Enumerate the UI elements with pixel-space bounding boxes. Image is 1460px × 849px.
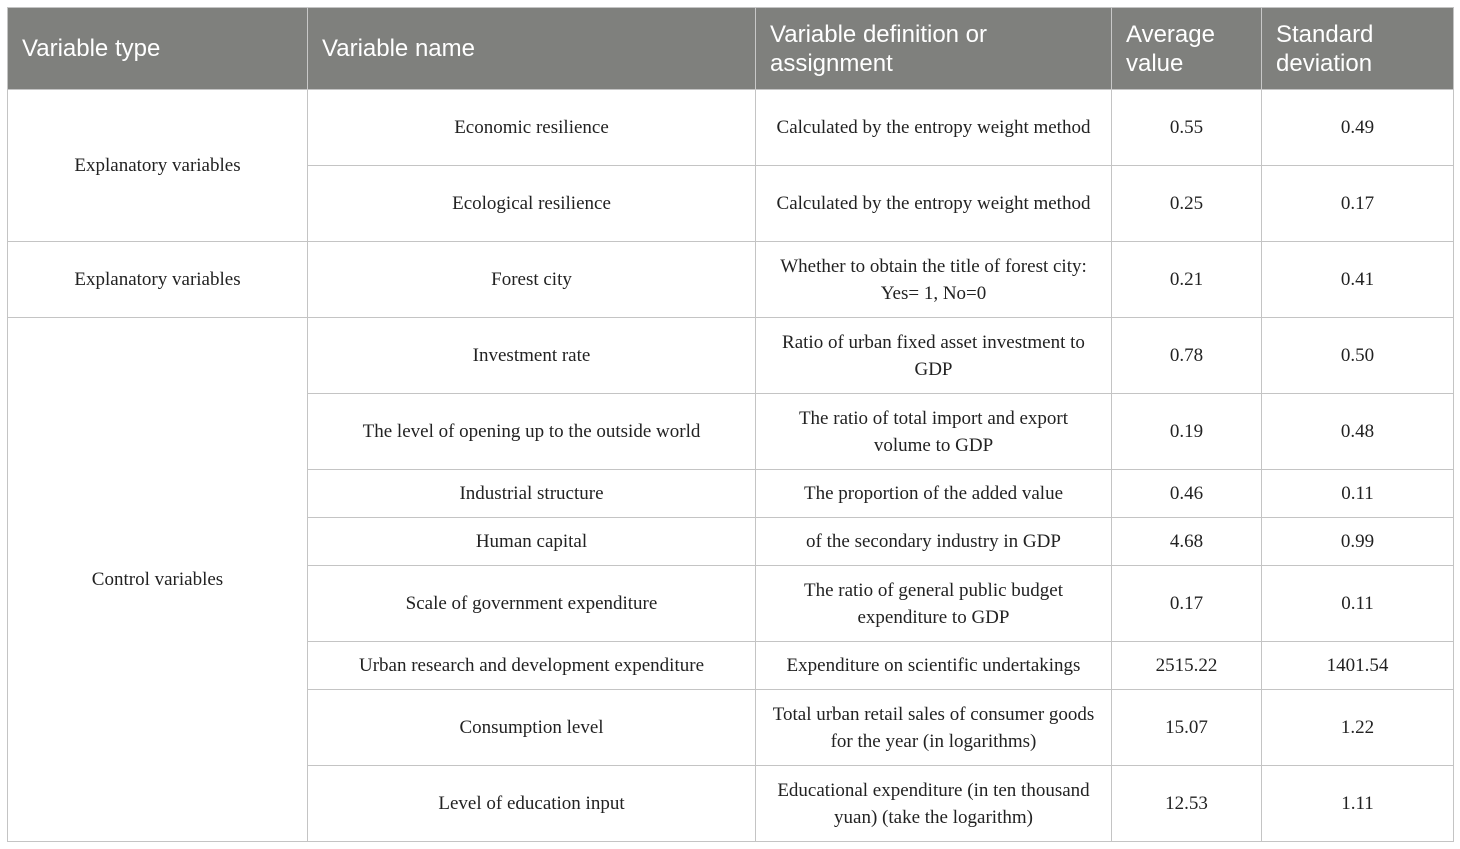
- variable-name-cell: Forest city: [308, 242, 756, 318]
- average-value-cell: 15.07: [1112, 690, 1262, 766]
- variable-definition-cell: Ratio of urban fixed asset investment to GDP: [756, 318, 1112, 394]
- standard-deviation-cell: 0.49: [1262, 90, 1454, 166]
- average-value-cell: 0.19: [1112, 394, 1262, 470]
- variable-type-cell: Explanatory variables: [8, 242, 308, 318]
- standard-deviation-cell: 0.41: [1262, 242, 1454, 318]
- standard-deviation-cell: 1401.54: [1262, 642, 1454, 690]
- table-row: [8, 242, 1454, 318]
- header-variable-type: Variable type: [8, 8, 308, 90]
- average-value-cell: 0.17: [1112, 566, 1262, 642]
- variable-definition-cell: Educational expenditure (in ten thousand yuan) (take the logarithm): [756, 766, 1112, 842]
- standard-deviation-cell: 1.22: [1262, 690, 1454, 766]
- variable-name-cell: Ecological resilience: [308, 166, 756, 242]
- average-value-cell: 0.25: [1112, 166, 1262, 242]
- variable-definition-cell: The ratio of total import and export volume to GDP: [756, 394, 1112, 470]
- standard-deviation-cell: 0.17: [1262, 166, 1454, 242]
- variable-definition-cell: of the secondary industry in GDP: [756, 518, 1112, 566]
- table-row: [8, 318, 1454, 394]
- standard-deviation-cell: 0.48: [1262, 394, 1454, 470]
- header-average-value: Average value: [1112, 8, 1262, 90]
- header-standard-deviation: Standard deviation: [1262, 8, 1454, 90]
- average-value-cell: 0.21: [1112, 242, 1262, 318]
- variable-definition-cell: Calculated by the entropy weight method: [756, 166, 1112, 242]
- table-row: [8, 90, 1454, 166]
- variables-table: [7, 7, 1454, 842]
- variables-table-container: [7, 7, 1453, 842]
- average-value-cell: 0.78: [1112, 318, 1262, 394]
- variable-definition-cell: Calculated by the entropy weight method: [756, 90, 1112, 166]
- average-value-cell: 4.68: [1112, 518, 1262, 566]
- standard-deviation-cell: 0.11: [1262, 470, 1454, 518]
- variable-name-cell: Scale of government expenditure: [308, 566, 756, 642]
- variable-type-cell: Explanatory variables: [8, 90, 308, 242]
- variable-name-cell: The level of opening up to the outside world: [308, 394, 756, 470]
- average-value-cell: 12.53: [1112, 766, 1262, 842]
- average-value-cell: 0.55: [1112, 90, 1262, 166]
- variable-definition-cell: Expenditure on scientific undertakings: [756, 642, 1112, 690]
- variable-name-cell: Level of education input: [308, 766, 756, 842]
- variable-name-cell: Economic resilience: [308, 90, 756, 166]
- variable-name-cell: Investment rate: [308, 318, 756, 394]
- average-value-cell: 2515.22: [1112, 642, 1262, 690]
- variable-type-cell: Control variables: [8, 318, 308, 842]
- variable-definition-cell: The ratio of general public budget expenditure to GDP: [756, 566, 1112, 642]
- average-value-cell: 0.46: [1112, 470, 1262, 518]
- variable-definition-cell: Whether to obtain the title of forest city: Yes= 1, No=0: [756, 242, 1112, 318]
- header-row: [8, 8, 1454, 90]
- variable-definition-cell: Total urban retail sales of consumer goods for the year (in logarithms): [756, 690, 1112, 766]
- variable-name-cell: Urban research and development expenditure: [308, 642, 756, 690]
- header-variable-name: Variable name: [308, 8, 756, 90]
- variable-name-cell: Consumption level: [308, 690, 756, 766]
- variable-definition-cell: The proportion of the added value: [756, 470, 1112, 518]
- standard-deviation-cell: 0.99: [1262, 518, 1454, 566]
- standard-deviation-cell: 0.50: [1262, 318, 1454, 394]
- standard-deviation-cell: 1.11: [1262, 766, 1454, 842]
- variable-name-cell: Industrial structure: [308, 470, 756, 518]
- standard-deviation-cell: 0.11: [1262, 566, 1454, 642]
- variable-name-cell: Human capital: [308, 518, 756, 566]
- header-variable-definition: Variable definition or assignment: [756, 8, 1112, 90]
